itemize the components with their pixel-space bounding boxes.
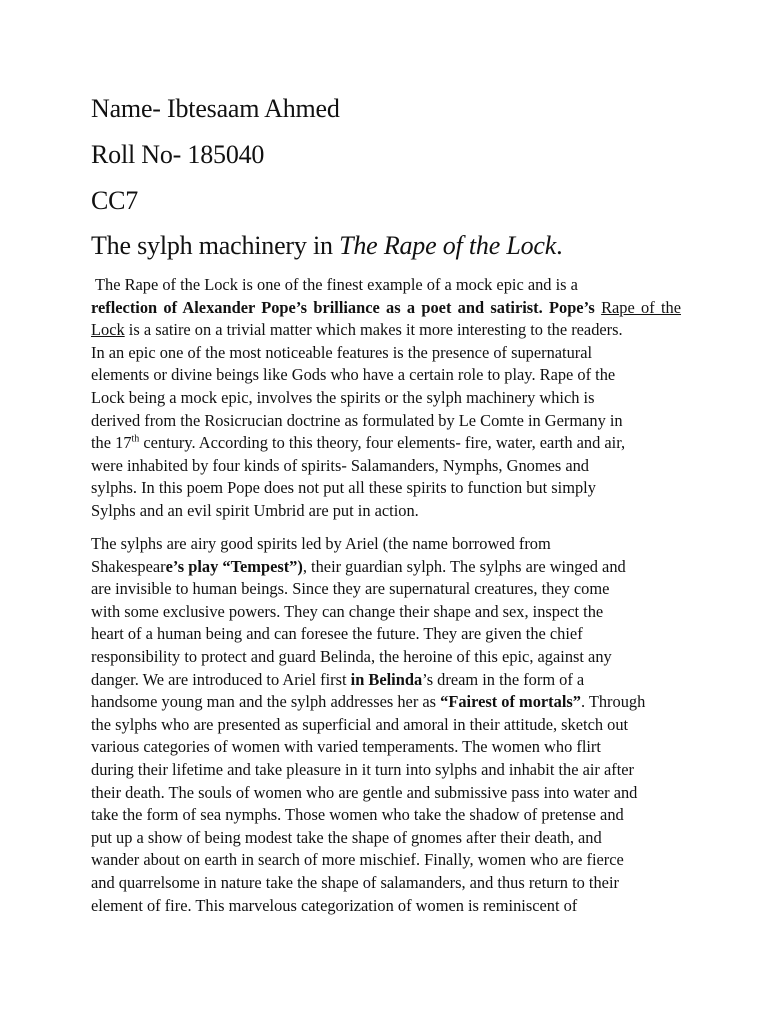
paragraph-line: The sylphs are airy good spirits led by Ariel (the name borrowed from xyxy=(91,534,551,553)
line-text: danger. We are introduced to Ariel first xyxy=(91,669,351,689)
ordinal-suffix: th xyxy=(131,433,140,445)
paragraph-line: wander about on earth in search of more mischief. Finally, women who are fierce xyxy=(91,850,624,870)
line-text: is a satire on a trivial matter which makes it more interesting to the readers. xyxy=(124,320,623,340)
line-text: century. According to this theory, four elements- fire, water, earth and air, xyxy=(139,433,626,453)
line-text: the 17 xyxy=(91,433,132,453)
title-prefix: The sylph machinery in xyxy=(91,231,340,260)
paragraph-line xyxy=(91,432,681,455)
line-text: Shakespear xyxy=(91,556,166,576)
paragraph-line: with some exclusive powers. They can change their shape and sex, inspect the xyxy=(91,601,604,621)
paragraph-line: during their lifetime and take pleasure in it turn into sylphs and inhabit the air after xyxy=(91,759,635,779)
paragraph-line: take the form of sea nymphs. Those women who take the shadow of pretense and xyxy=(91,805,624,825)
paragraph-line xyxy=(91,319,681,342)
paragraph-line: The Rape of the Lock is one of the finest example of a mock epic and is a xyxy=(95,275,578,294)
paragraph-line: and quarrelsome in nature take the shape of salamanders, and thus return to their xyxy=(91,872,619,892)
paragraph-line: Sylphs and an evil spirit Umbrid are put in action. xyxy=(91,500,419,520)
paragraph-line: heart of a human being and can foresee the future. They are given the chief xyxy=(91,624,583,644)
bold-text: reflection of Alexander Pope’s brilliance as a poet and satirist. Pope’s xyxy=(91,297,595,317)
paragraph-line xyxy=(91,297,681,320)
paragraph-1 xyxy=(91,274,681,523)
paragraph-line: In an epic one of the most noticeable features is the presence of supernatural xyxy=(91,342,593,362)
paragraph-line: responsibility to protect and guard Belinda, the heroine of this epic, against any xyxy=(91,646,612,666)
paragraph-line xyxy=(91,669,681,692)
paragraph-2 xyxy=(91,533,681,917)
paragraph-line: put up a show of being modest take the shape of gnomes after their death, and xyxy=(91,827,602,847)
underlined-title: Rape of the xyxy=(601,297,681,317)
paragraph-line xyxy=(91,556,681,579)
paragraph-line: the sylphs who are presented as superficial and amoral in their attitude, sketch out xyxy=(91,714,629,734)
title-work: The Rape of the Lock xyxy=(339,231,557,260)
paragraph-line: were inhabited by four kinds of spirits- Salamanders, Nymphs, Gnomes and xyxy=(91,455,590,475)
paragraph-line: elements or divine beings like Gods who have a certain role to play. Rape of the xyxy=(91,365,616,385)
roll-number: Roll No- 185040 xyxy=(91,140,265,169)
paragraph-line: element of fire. This marvelous categorization of women is reminiscent of xyxy=(91,895,578,915)
paragraph-line xyxy=(91,691,681,714)
paragraph-line: derived from the Rosicrucian doctrine as formulated by Le Comte in Germany in xyxy=(91,410,623,430)
line-text: ’s dream in the form of a xyxy=(422,669,585,689)
bold-text: in Belinda xyxy=(350,669,423,689)
paragraph-line: sylphs. In this poem Pope does not put all these spirits to function but simply xyxy=(91,478,596,498)
paragraph-line: Lock being a mock epic, involves the spirits or the sylph machinery which is xyxy=(91,387,595,407)
course-code: CC7 xyxy=(91,186,139,215)
essay-title xyxy=(91,231,562,261)
title-suffix: . xyxy=(556,231,563,260)
line-text: , their guardian sylph. The sylphs are winged and xyxy=(302,556,626,576)
student-name: Name- Ibtesaam Ahmed xyxy=(91,94,340,123)
bold-text: “Fairest of mortals” xyxy=(440,692,581,712)
line-text: . Through xyxy=(580,692,646,712)
paragraph-line: various categories of women with varied temperaments. The women who flirt xyxy=(91,737,601,757)
line-text: handsome young man and the sylph addresses her as xyxy=(91,692,441,712)
underlined-title: Lock xyxy=(91,320,125,340)
bold-text: e’s play “Tempest”) xyxy=(165,556,303,576)
paragraph-line: their death. The souls of women who are gentle and submissive pass into water and xyxy=(91,782,638,802)
paragraph-line: are invisible to human beings. Since they are supernatural creatures, they come xyxy=(91,579,610,599)
